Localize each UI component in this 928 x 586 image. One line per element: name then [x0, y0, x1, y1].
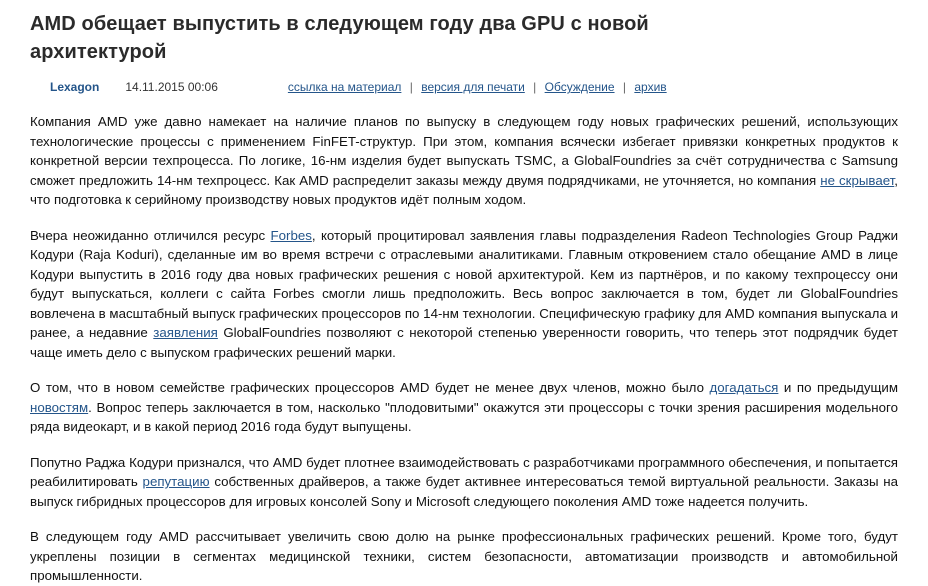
paragraph-4	[30, 453, 898, 512]
discussion-link[interactable]: Обсуждение	[544, 80, 615, 94]
paragraph-4-text-b: собственных драйверов, а также будет активнее интересоваться темой виртуальной реальности. Заказы на выпуск гибридных процессоров для игровых консолей Sony и Microsoft следующего поколения AMD тоже надеется получить.	[30, 474, 899, 509]
paragraph-3-text-c: . Вопрос теперь заключается в том, насколько "плодовитыми" окажутся эти процессоры с точки зрения расширения модельного ряда видеокарт, и в какой период 2016 года будут выпущены.	[30, 399, 898, 434]
source-link[interactable]: ссылка на материал	[287, 80, 402, 94]
article-author[interactable]: Lexagon	[50, 80, 100, 94]
page-title: AMD обещает выпустить в следующем году два GPU с новой архитектурой	[30, 13, 649, 63]
paragraph-4-text-a: Попутно Раджа Кодури признался, что AMD будет плотнее взаимодействовать с разработчиками программного обеспечения, и попытается реабилитировать	[30, 454, 898, 489]
paragraph-1	[30, 112, 898, 210]
article-date: 14.11.2015 00:06	[125, 80, 218, 94]
archive-link[interactable]: архив	[634, 80, 667, 94]
reputaciyu-link[interactable]: репутацию	[142, 474, 210, 489]
paragraph-1-text-b: , что подготовка к серийному производству новых продуктов идёт полным ходом.	[30, 172, 898, 207]
article-meta-links	[288, 80, 667, 94]
paragraph-2-text-a: Вчера неожиданно отличился ресурс	[30, 227, 271, 243]
print-version-link[interactable]: версия для печати	[421, 80, 525, 94]
paragraph-2	[30, 226, 898, 363]
zayavleniya-link[interactable]: заявления	[153, 325, 218, 340]
article-meta-bar	[30, 80, 898, 94]
paragraph-3-text-a: О том, что в новом семействе графических процессоров AMD будет не менее двух членов, можно было	[30, 380, 710, 395]
ne-skryvaet-link[interactable]: не скрывает	[820, 172, 895, 188]
meta-separator-2: |	[533, 80, 537, 94]
dogadatsya-link[interactable]: догадаться	[709, 380, 779, 395]
novostyam-link[interactable]: новостям	[30, 399, 89, 415]
paragraph-3	[30, 378, 898, 437]
meta-separator-1: |	[409, 80, 413, 94]
paragraph-1-text-a: Компания AMD уже давно намекает на наличие планов по выпуску в следующем году новых графических решений, использующих технологические процессы с применением FinFET-структур. При этом, компания всячески избегает привязки конкретных продуктов к конкретной версии техпроцесса. По логике, 16-нм изделия будет выпускать TSMC, а GlobalFoundries за счёт сотрудничества с Samsung сможет предложить 14-нм техпроцесс. Как AMD распределит заказы между двумя подрядчиками, не уточняется, но компания	[30, 114, 898, 188]
paragraph-2-text-b: , который процитировал заявления главы подразделения Radeon Technologies Group Раджи Кодури (Raja Koduri), сделанные им во время встречи с отраслевыми аналитиками. Главным откровением стало обещание AMD в лице Кодури выпустить в 2016 году два новых графических решения с новой архитектурой. Кем из партнёров, и по какому техпроцессу они будут выпускаться, коллеги с сайта Forbes смогли лишь предположить. Весь вопрос заключается в том, будет ли GlobalFoundries вовлечена в масштабный выпуск графических процессоров по 14-нм технологии. Специфическую графику для AMD компания выпускала и ранее, а недавние	[30, 227, 898, 340]
article-body	[30, 112, 898, 586]
paragraph-5: В следующем году AMD рассчитывает увеличить свою долю на рынке профессиональных графических решений. Кроме того, будут укреплены позиции в сегментах медицинской техники, систем безопасности, автоматизации производств и автомобильной промышленности.	[30, 529, 898, 583]
paragraph-2-text-c: GlobalFoundries позволяют с некоторой степенью уверенности говорить, что теперь этот подрядчик будет чаще иметь дело с выпуском графических решений марки.	[30, 325, 898, 360]
meta-separator-3: |	[622, 80, 627, 94]
forbes-link[interactable]: Forbes	[270, 227, 312, 243]
paragraph-3-text-b: и по предыдущим	[778, 380, 898, 395]
